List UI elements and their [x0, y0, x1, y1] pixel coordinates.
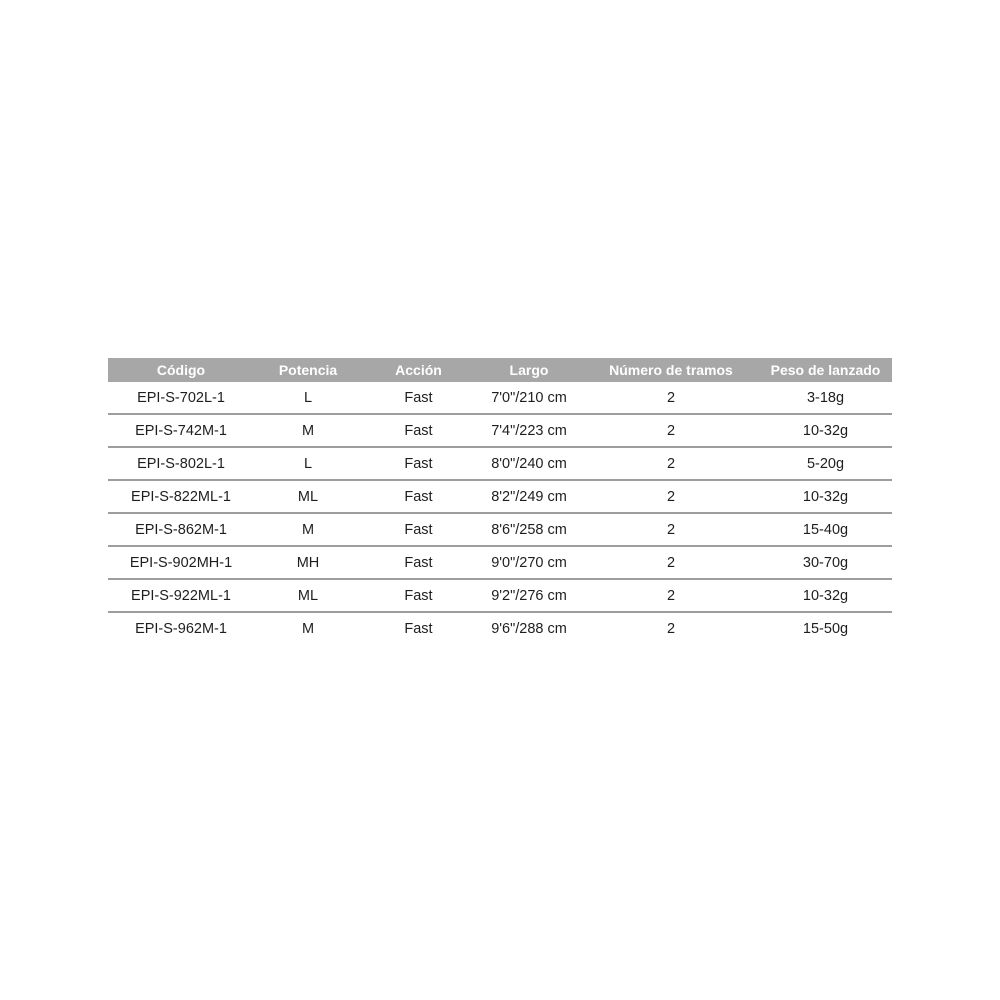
cell-largo: 9'2"/276 cm [475, 579, 583, 612]
header-row [108, 358, 892, 382]
header-numero-de-tramos: Número de tramos [583, 358, 759, 382]
cell-largo: 8'0"/240 cm [475, 447, 583, 480]
header-potencia: Potencia [254, 358, 362, 382]
cell-codigo: EPI-S-802L-1 [108, 447, 254, 480]
cell-potencia: ML [254, 579, 362, 612]
cell-codigo: EPI-S-742M-1 [108, 414, 254, 447]
cell-codigo: EPI-S-962M-1 [135, 620, 227, 637]
cell-potencia: M [254, 513, 362, 546]
cell-codigo: EPI-S-922ML-1 [108, 579, 254, 612]
cell-potencia: L [254, 447, 362, 480]
table-row [108, 447, 892, 480]
cell-codigo: EPI-S-822ML-1 [108, 480, 254, 513]
cell-accion: Fast [362, 546, 475, 579]
cell-tramos: 2 [583, 480, 759, 513]
cell-potencia: M [301, 620, 315, 637]
cell-largo: 8'6"/258 cm [475, 513, 583, 546]
cell-accion: Fast [362, 513, 475, 546]
table-row [108, 579, 892, 612]
cell-largo: 7'4"/223 cm [475, 414, 583, 447]
cell-potencia: ML [254, 480, 362, 513]
header-largo: Largo [475, 358, 583, 382]
cell-potencia: MH [254, 546, 362, 579]
cell-peso: 3-18g [759, 382, 892, 414]
cell-tramos: 2 [583, 546, 759, 579]
cell-peso: 30-70g [759, 546, 892, 579]
cell-largo: 9'0"/270 cm [475, 546, 583, 579]
cell-tramos: 2 [583, 579, 759, 612]
spec-table [108, 358, 892, 644]
table-row [108, 414, 892, 447]
cell-tramos: 2 [583, 513, 759, 546]
header-accion: Acción [362, 358, 475, 382]
cell-peso: 15-40g [759, 513, 892, 546]
cell-accion: Fast [362, 382, 475, 414]
cell-codigo: EPI-S-862M-1 [108, 513, 254, 546]
cell-peso: 10-32g [759, 480, 892, 513]
cell-tramos: 2 [666, 620, 676, 637]
cell-accion: Fast [362, 579, 475, 612]
header-peso-de-lanzado: Peso de lanzado [759, 358, 892, 382]
table-row [108, 513, 892, 546]
cell-codigo: EPI-S-902MH-1 [108, 546, 254, 579]
cell-largo: 8'2"/249 cm [475, 480, 583, 513]
cell-potencia: L [254, 382, 362, 414]
cell-tramos: 2 [583, 414, 759, 447]
cell-peso: 15-50g [802, 620, 849, 637]
cell-largo: 7'0"/210 cm [475, 382, 583, 414]
cell-potencia: M [254, 414, 362, 447]
table-row [108, 612, 892, 644]
cell-accion: Fast [362, 480, 475, 513]
table-row [108, 546, 892, 579]
cell-largo: 9'6"/288 cm [491, 620, 567, 637]
cell-peso: 5-20g [759, 447, 892, 480]
cell-accion: Fast [362, 447, 475, 480]
cell-tramos: 2 [583, 447, 759, 480]
cell-peso: 10-32g [759, 414, 892, 447]
cell-codigo: EPI-S-702L-1 [108, 382, 254, 414]
cell-peso: 10-32g [759, 579, 892, 612]
table-row [108, 382, 892, 414]
cell-accion: Fast [404, 620, 433, 637]
cell-tramos: 2 [583, 382, 759, 414]
cell-accion: Fast [362, 414, 475, 447]
header-codigo: Código [108, 358, 254, 382]
table-row [108, 480, 892, 513]
